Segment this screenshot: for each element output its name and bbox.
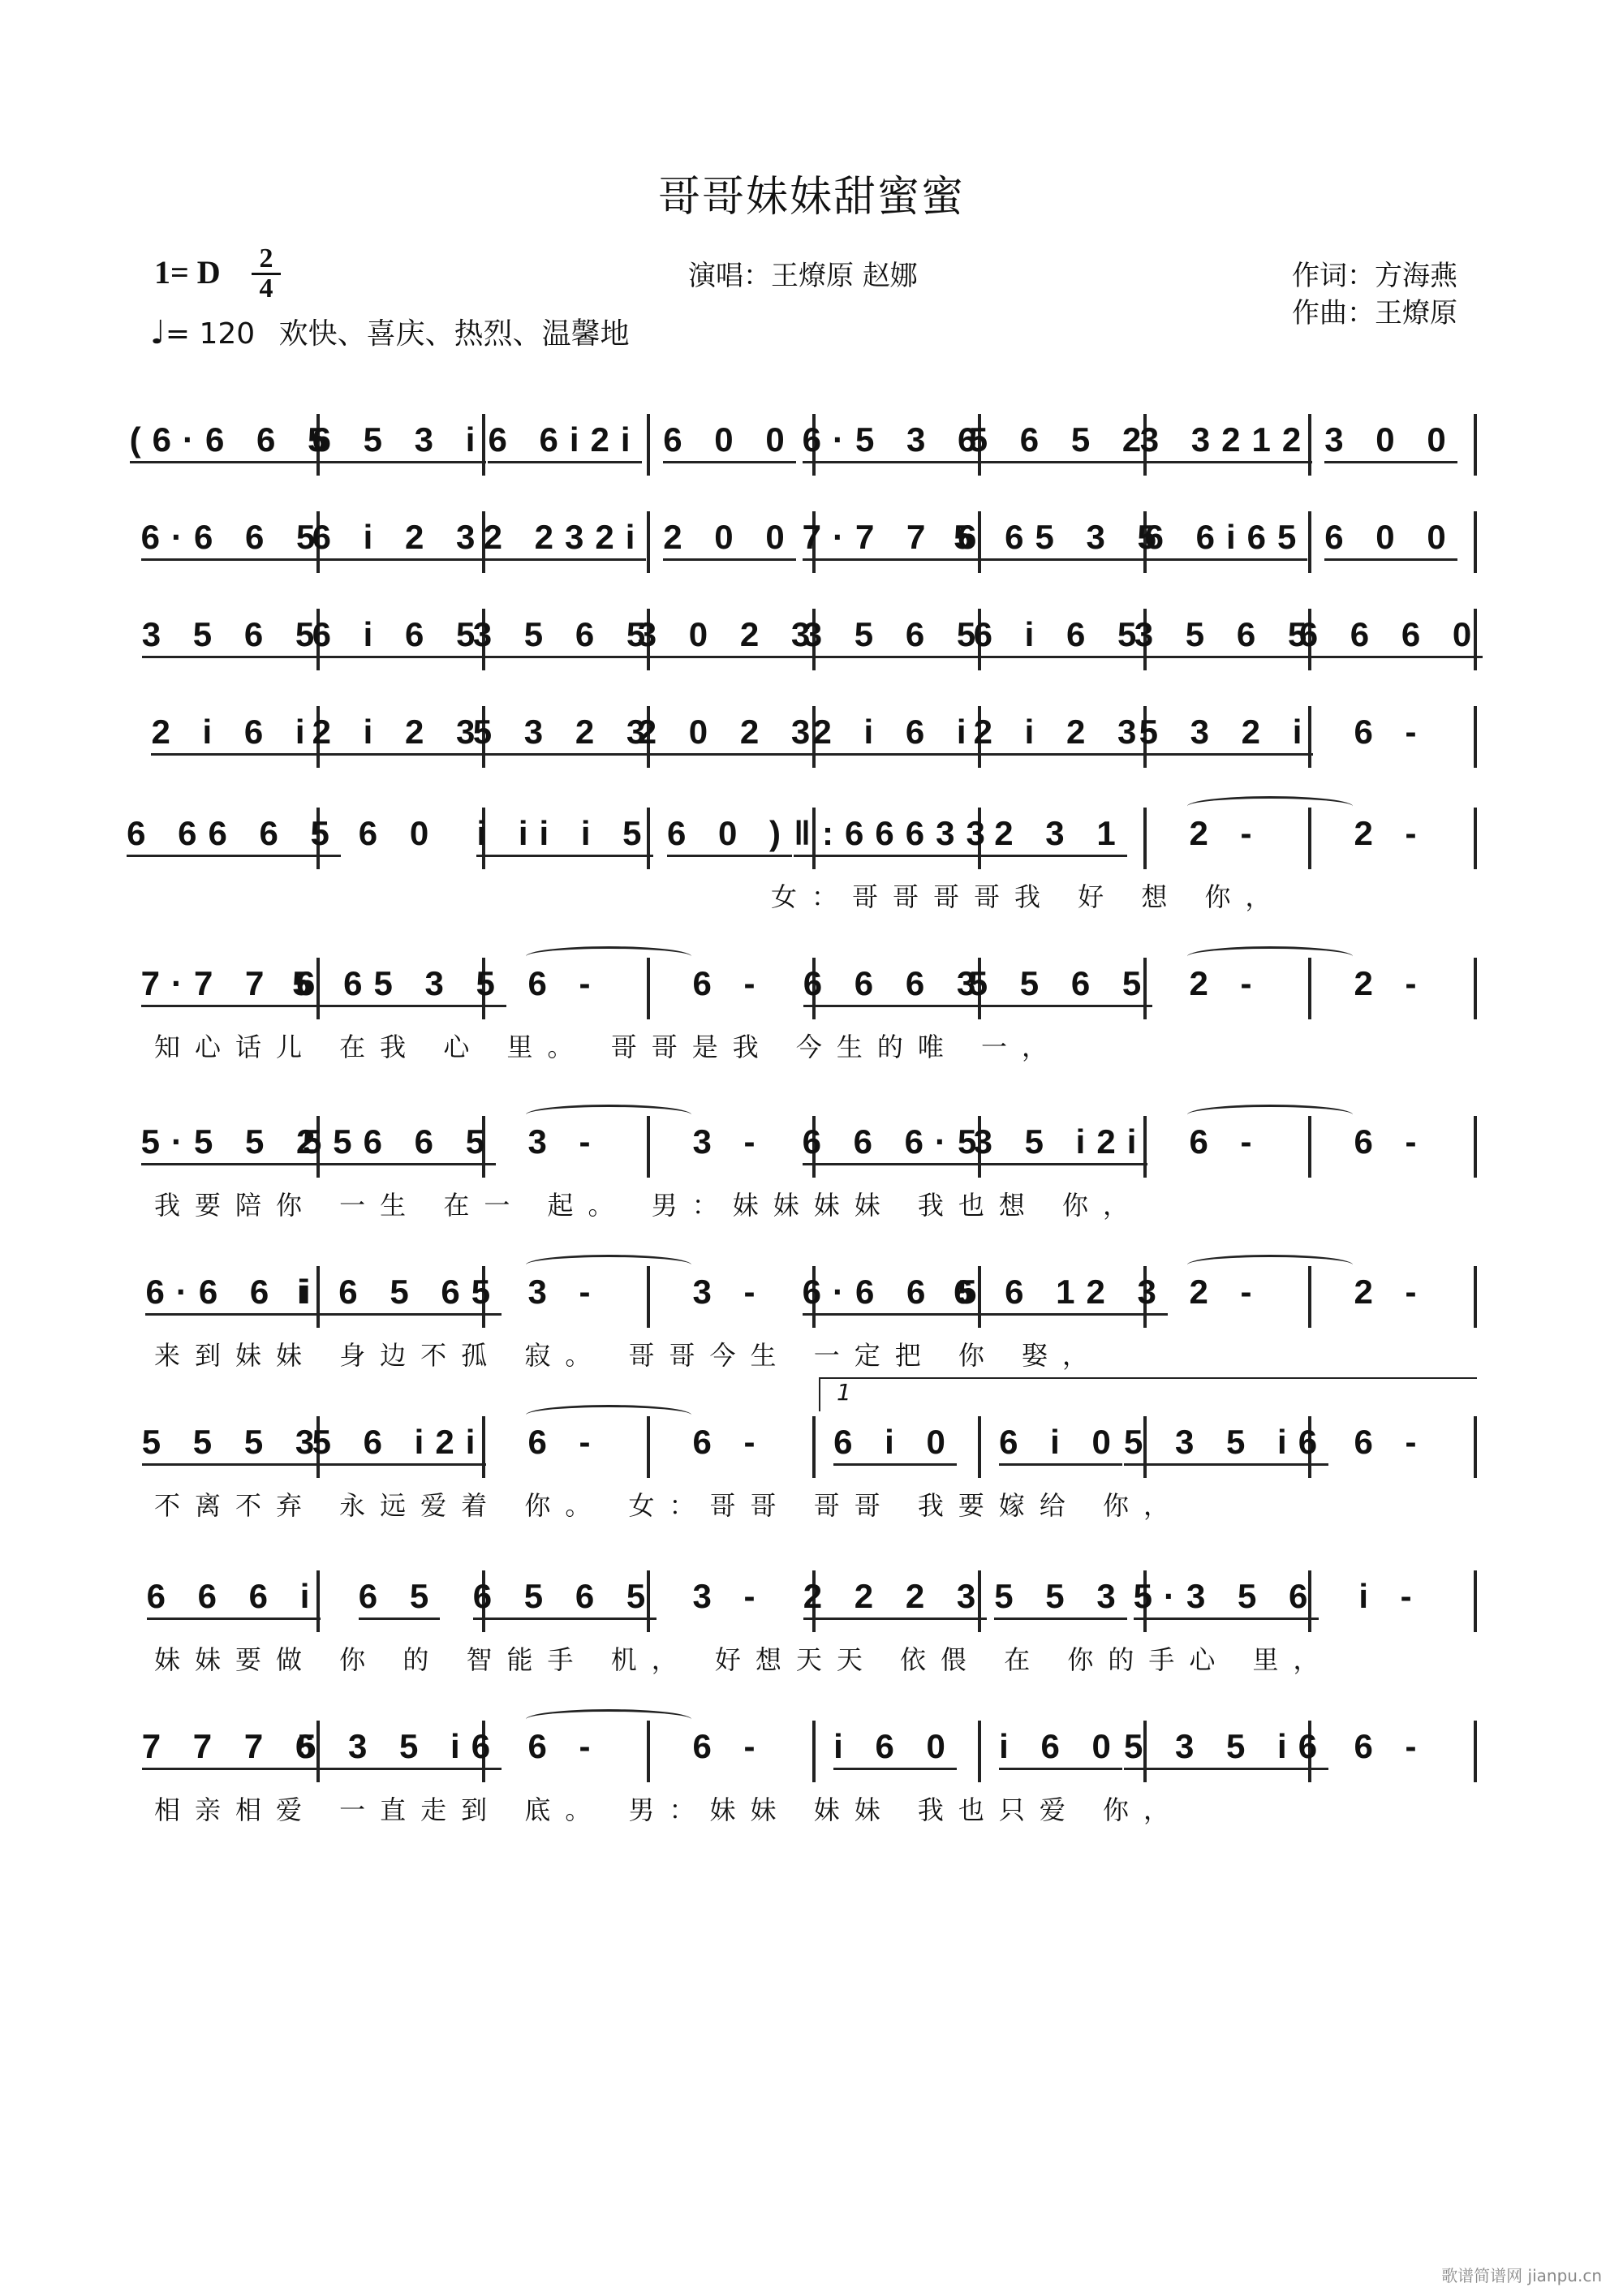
measure-notes: 6 - <box>527 1727 602 1765</box>
measure-notes: (6·6 6 5 <box>130 422 338 463</box>
measure <box>1144 518 1308 568</box>
measure <box>312 420 487 471</box>
tie-arc <box>1187 796 1353 816</box>
measure-notes: 6 6 6 i <box>147 1579 321 1620</box>
measure <box>472 1577 657 1627</box>
bar-line <box>1474 1416 1477 1478</box>
watermark: 歌谱简谱网 jianpu.cn <box>1441 2266 1602 2285</box>
tie-arc <box>526 946 691 967</box>
measure-notes: 6·5 3 6 <box>803 422 988 463</box>
tie-arc <box>526 1709 691 1730</box>
measure-notes: 3 5 6 5 <box>142 617 325 658</box>
time-signature-bottom: 4 <box>259 274 273 304</box>
measure <box>637 615 822 666</box>
measure-notes: ‖:66633 <box>794 816 997 857</box>
measure <box>485 1424 644 1473</box>
measure <box>312 713 487 763</box>
key-signature: 1= D <box>154 254 221 291</box>
measure-notes: 5 5 3 <box>994 1579 1126 1620</box>
quarter-note-icon: ♩ <box>150 314 166 351</box>
measure-notes: 6 i 0 <box>833 1424 957 1466</box>
measure <box>296 1727 502 1777</box>
measure <box>802 1122 988 1173</box>
measure-notes: 6 6 12 3 <box>954 1274 1168 1316</box>
bar-line <box>1474 958 1477 1019</box>
measure <box>141 615 326 666</box>
measure-notes: 5·5 5 2 <box>141 1124 327 1165</box>
measure <box>1311 1729 1470 1777</box>
measure <box>320 816 479 864</box>
measure-notes: 6 i 0 <box>999 1424 1122 1466</box>
measure-notes: 3 - <box>527 1122 602 1161</box>
bar-line <box>1474 1721 1477 1782</box>
measure-notes: 6 0 0 <box>663 422 795 463</box>
measure-notes: 6 - <box>527 964 602 1002</box>
lyric-line: 来到妹妹 身边不孤 寂。 哥哥今生 一定把 你 娶， <box>154 1340 1104 1371</box>
measure <box>968 420 1153 471</box>
measure-notes: 3 3212 <box>1140 422 1312 463</box>
measure <box>650 1274 809 1323</box>
measure <box>485 1729 644 1777</box>
measure <box>1311 1579 1470 1627</box>
measure <box>981 1424 1140 1473</box>
first-ending-bracket <box>819 1377 1477 1411</box>
measure <box>1311 714 1470 763</box>
measure <box>1311 966 1470 1014</box>
lyric-line: 妹妹要做 你 的 智能手 机， 好想天天 依偎 在 你的手心 里， <box>154 1644 1334 1675</box>
measure-notes: 3 - <box>692 1577 767 1615</box>
measure <box>650 1124 809 1173</box>
measure-notes: 3 - <box>692 1273 767 1311</box>
measure <box>296 1273 502 1323</box>
measure-notes: 6 5 3 i <box>312 422 487 463</box>
bar-line <box>1474 414 1477 476</box>
tie-arc <box>1187 1255 1353 1275</box>
measure-notes: 2 - <box>1189 814 1264 852</box>
measure <box>320 1579 479 1627</box>
measure <box>485 966 644 1014</box>
score-row <box>151 706 1477 771</box>
measure <box>129 420 338 471</box>
measure <box>1311 1274 1470 1323</box>
measure <box>1134 615 1319 666</box>
measure <box>650 816 809 864</box>
measure <box>140 518 327 568</box>
measure-notes: 6 - <box>692 964 767 1002</box>
measure-notes: 3 5 i2i <box>974 1124 1148 1165</box>
measure-notes: 3 - <box>692 1122 767 1161</box>
measure <box>803 615 988 666</box>
measure-notes: 5 3 5 i6 <box>1124 1729 1328 1770</box>
measure-notes: 6 i 6 5 <box>974 617 1148 658</box>
measure-notes: 6 0 0 <box>1324 519 1457 561</box>
measure <box>803 964 988 1014</box>
measure-notes: 5 65 3 5 <box>954 519 1168 561</box>
measure-notes: 5 65 3 5 <box>292 966 506 1007</box>
measure <box>954 1273 1168 1323</box>
measure-notes: 3 0 0 <box>1324 422 1457 463</box>
measure-notes: 6 6i65 <box>1145 519 1308 561</box>
measure-notes: 2 i 2 3 <box>312 714 487 756</box>
bar-line <box>1474 1570 1477 1632</box>
measure <box>954 518 1168 568</box>
ending-number: 1 <box>837 1379 851 1406</box>
tie-arc <box>1187 946 1353 967</box>
measure-notes: 556 6 5 <box>303 1124 496 1165</box>
measure <box>1311 422 1470 471</box>
measure-notes: 5 5 5 3 <box>142 1424 325 1466</box>
lyric-line: 我要陪你 一生 在一 起。 男：妹妹妹妹 我也想 你， <box>154 1190 1144 1221</box>
bar-line <box>1474 808 1477 869</box>
measure <box>485 1124 644 1173</box>
score-row <box>145 1266 1477 1331</box>
measure <box>141 1423 326 1473</box>
tie-arc <box>526 1105 691 1125</box>
measure <box>485 422 644 471</box>
measure <box>1147 1274 1306 1323</box>
measure-notes: 6 66 6 5 <box>127 816 341 857</box>
measure-notes: 5 6 i2i <box>312 1424 487 1466</box>
tempo-value: = 120 <box>165 317 256 351</box>
measure-notes: 3 - <box>527 1273 602 1311</box>
measure-notes: 6 6 6 3 <box>803 966 987 1007</box>
measure-notes: 7·7 7 6 <box>803 519 988 561</box>
measure-notes: 5 3 2 i <box>1139 714 1314 756</box>
measure <box>973 1122 1148 1173</box>
measure-notes: 2 - <box>1354 964 1428 1002</box>
measure <box>146 1577 321 1627</box>
measure <box>981 1579 1140 1627</box>
measure <box>981 1729 1140 1777</box>
measure-notes: 5 3 2 3 <box>473 714 657 756</box>
measure <box>802 1273 988 1323</box>
score-row <box>127 808 1477 872</box>
singer-credit: 演唱：王燎原 赵娜 <box>688 260 918 292</box>
measure-notes: i 6 5 65 <box>297 1274 502 1316</box>
measure-notes: 2 - <box>1189 1273 1264 1311</box>
measure-notes: 6 - <box>1354 713 1428 751</box>
measure <box>140 1122 327 1173</box>
measure <box>151 713 316 763</box>
score-row <box>141 609 1483 674</box>
score-row <box>140 1116 1477 1181</box>
time-signature <box>252 243 281 304</box>
measure <box>650 966 809 1014</box>
measure <box>1133 1577 1319 1627</box>
lyricist-credit: 作词：方海燕 <box>1292 260 1457 292</box>
measure <box>1139 420 1313 471</box>
measure-notes: 2 i 2 3 <box>974 714 1148 756</box>
measure-notes: 5 3 5 i6 <box>297 1729 502 1770</box>
measure <box>1147 966 1306 1014</box>
measure <box>650 1729 809 1777</box>
song-title: 哥哥妹妹甜蜜蜜 <box>657 173 965 222</box>
measure-notes: 6 i 6 5 <box>312 617 487 658</box>
measure-notes: 2 232i <box>484 519 647 561</box>
measure <box>1147 1124 1306 1173</box>
measure-notes: 6 i 2 3 <box>312 519 487 561</box>
measure <box>127 814 341 864</box>
measure-notes: 6·6 6 i <box>145 1274 321 1316</box>
measure <box>476 814 653 864</box>
measure <box>140 964 327 1014</box>
score-row <box>146 1570 1477 1635</box>
measure-notes: 6 6 6 0 <box>1299 617 1483 658</box>
measure <box>816 1424 975 1473</box>
measure-notes: 6 5 6 5 <box>473 1579 657 1620</box>
measure <box>1147 816 1306 864</box>
bar-line <box>1474 706 1477 768</box>
measure <box>472 615 657 666</box>
tie-arc <box>526 1255 691 1275</box>
measure-notes: 6 - <box>1354 1423 1428 1461</box>
measure-notes: 6 0 ) <box>667 816 792 857</box>
lyric-line: 女：哥哥哥哥我 好 想 你， <box>771 881 1286 912</box>
measure <box>312 1423 487 1473</box>
measure <box>1123 1423 1329 1473</box>
score-row <box>140 511 1477 576</box>
measure <box>650 1424 809 1473</box>
measure <box>1311 816 1470 864</box>
composer-credit: 作曲：王燎原 <box>1292 297 1457 330</box>
measure <box>637 713 822 763</box>
measure-notes: 2 - <box>1354 1273 1428 1311</box>
measure-notes: 2 - <box>1354 814 1428 852</box>
measure <box>1139 713 1314 763</box>
lyric-line: 不离不弃 永远爱着 你。 女：哥哥 哥哥 我要嫁给 你， <box>154 1490 1185 1521</box>
measure <box>1311 519 1470 568</box>
measure-notes: 5·3 5 6 <box>1134 1579 1319 1620</box>
measure-notes: 5 3 5 i6 <box>1124 1424 1328 1466</box>
measure-notes: i 6 0 <box>999 1729 1122 1770</box>
measure <box>650 1579 809 1627</box>
measure <box>973 615 1148 666</box>
measure-notes: 2 0 0 <box>663 519 795 561</box>
measure <box>312 518 487 568</box>
measure <box>1311 1424 1470 1473</box>
measure-notes: 6·6 6 5 <box>141 519 327 561</box>
measure <box>485 1274 644 1323</box>
score-row <box>141 1379 1477 1481</box>
measure <box>794 814 997 864</box>
score-row <box>129 414 1477 479</box>
measure <box>650 519 809 568</box>
measure <box>650 422 809 471</box>
measure-notes: 6 6i2i <box>488 422 641 463</box>
measure-notes: 7 7 7 6 <box>142 1729 325 1770</box>
measure-notes: 6 5 <box>359 1579 440 1620</box>
measure <box>981 816 1140 864</box>
measure <box>968 964 1153 1014</box>
tempo-marking <box>150 311 630 352</box>
measure-notes: 6 - <box>1189 1122 1264 1161</box>
measure <box>802 420 988 471</box>
bar-line <box>1474 1116 1477 1178</box>
measure-notes: i - <box>1358 1577 1423 1615</box>
measure-notes: 6 - <box>1354 1122 1428 1161</box>
measure <box>312 615 487 666</box>
measure-notes: 6 6 6·5 <box>803 1124 988 1165</box>
measure-notes: 6 - <box>692 1727 767 1765</box>
bar-line <box>1474 1266 1477 1328</box>
measure-notes: 3 0 2 3 <box>638 617 821 658</box>
time-signature-top: 2 <box>259 243 273 274</box>
measure-notes: 2 i 6 i <box>151 714 316 756</box>
lyric-line: 相亲相爱 一直走到 底。 男：妹妹 妹妹 我也只爱 你， <box>154 1794 1185 1825</box>
score-row <box>140 958 1477 1023</box>
measure-notes: 5 5 6 5 <box>969 966 1152 1007</box>
measure-notes: 2 i 6 i <box>812 714 977 756</box>
measure-notes: i 6 0 <box>833 1729 957 1770</box>
measure <box>472 713 657 763</box>
score-row <box>141 1721 1477 1786</box>
measure-notes: 6 0 <box>358 814 441 852</box>
measure-notes: 5 6 5 2 <box>969 422 1152 463</box>
measure <box>145 1273 322 1323</box>
measure <box>1298 615 1483 666</box>
measure <box>483 518 647 568</box>
measure <box>1311 1124 1470 1173</box>
measure-notes: 3 5 6 5 <box>473 617 657 658</box>
measure-notes: 2 3 1 <box>994 816 1126 857</box>
measure-notes: 6 - <box>527 1423 602 1461</box>
measure-notes: 2 - <box>1189 964 1264 1002</box>
tie-arc <box>1187 1105 1353 1125</box>
lyric-line: 知心话儿 在我 心 里。 哥哥是我 今生的唯 一， <box>154 1032 1063 1062</box>
measure <box>802 518 988 568</box>
measure <box>292 964 506 1014</box>
measure-notes: 2 0 2 3 <box>638 714 821 756</box>
measure-notes: i ii i 5 <box>476 816 652 857</box>
measure <box>302 1122 497 1173</box>
measure <box>973 713 1148 763</box>
measure <box>141 1727 326 1777</box>
tempo-expression: 欢快、喜庆、热烈、温馨地 <box>278 317 630 351</box>
measure <box>1123 1727 1329 1777</box>
measure <box>812 713 978 763</box>
tie-arc <box>526 1405 691 1425</box>
measure-notes: 2 2 2 3 <box>803 1579 987 1620</box>
measure-notes: 3 5 6 5 <box>1134 617 1318 658</box>
measure <box>803 1577 988 1627</box>
measure-notes: 6 - <box>692 1423 767 1461</box>
measure <box>816 1729 975 1777</box>
measure-notes: 7·7 7 6 <box>141 966 327 1007</box>
measure-notes: 6 - <box>1354 1727 1428 1765</box>
bar-line <box>1474 511 1477 573</box>
measure-notes: 6·6 6 5 <box>803 1274 988 1316</box>
measure-notes: 3 5 6 5 <box>803 617 987 658</box>
